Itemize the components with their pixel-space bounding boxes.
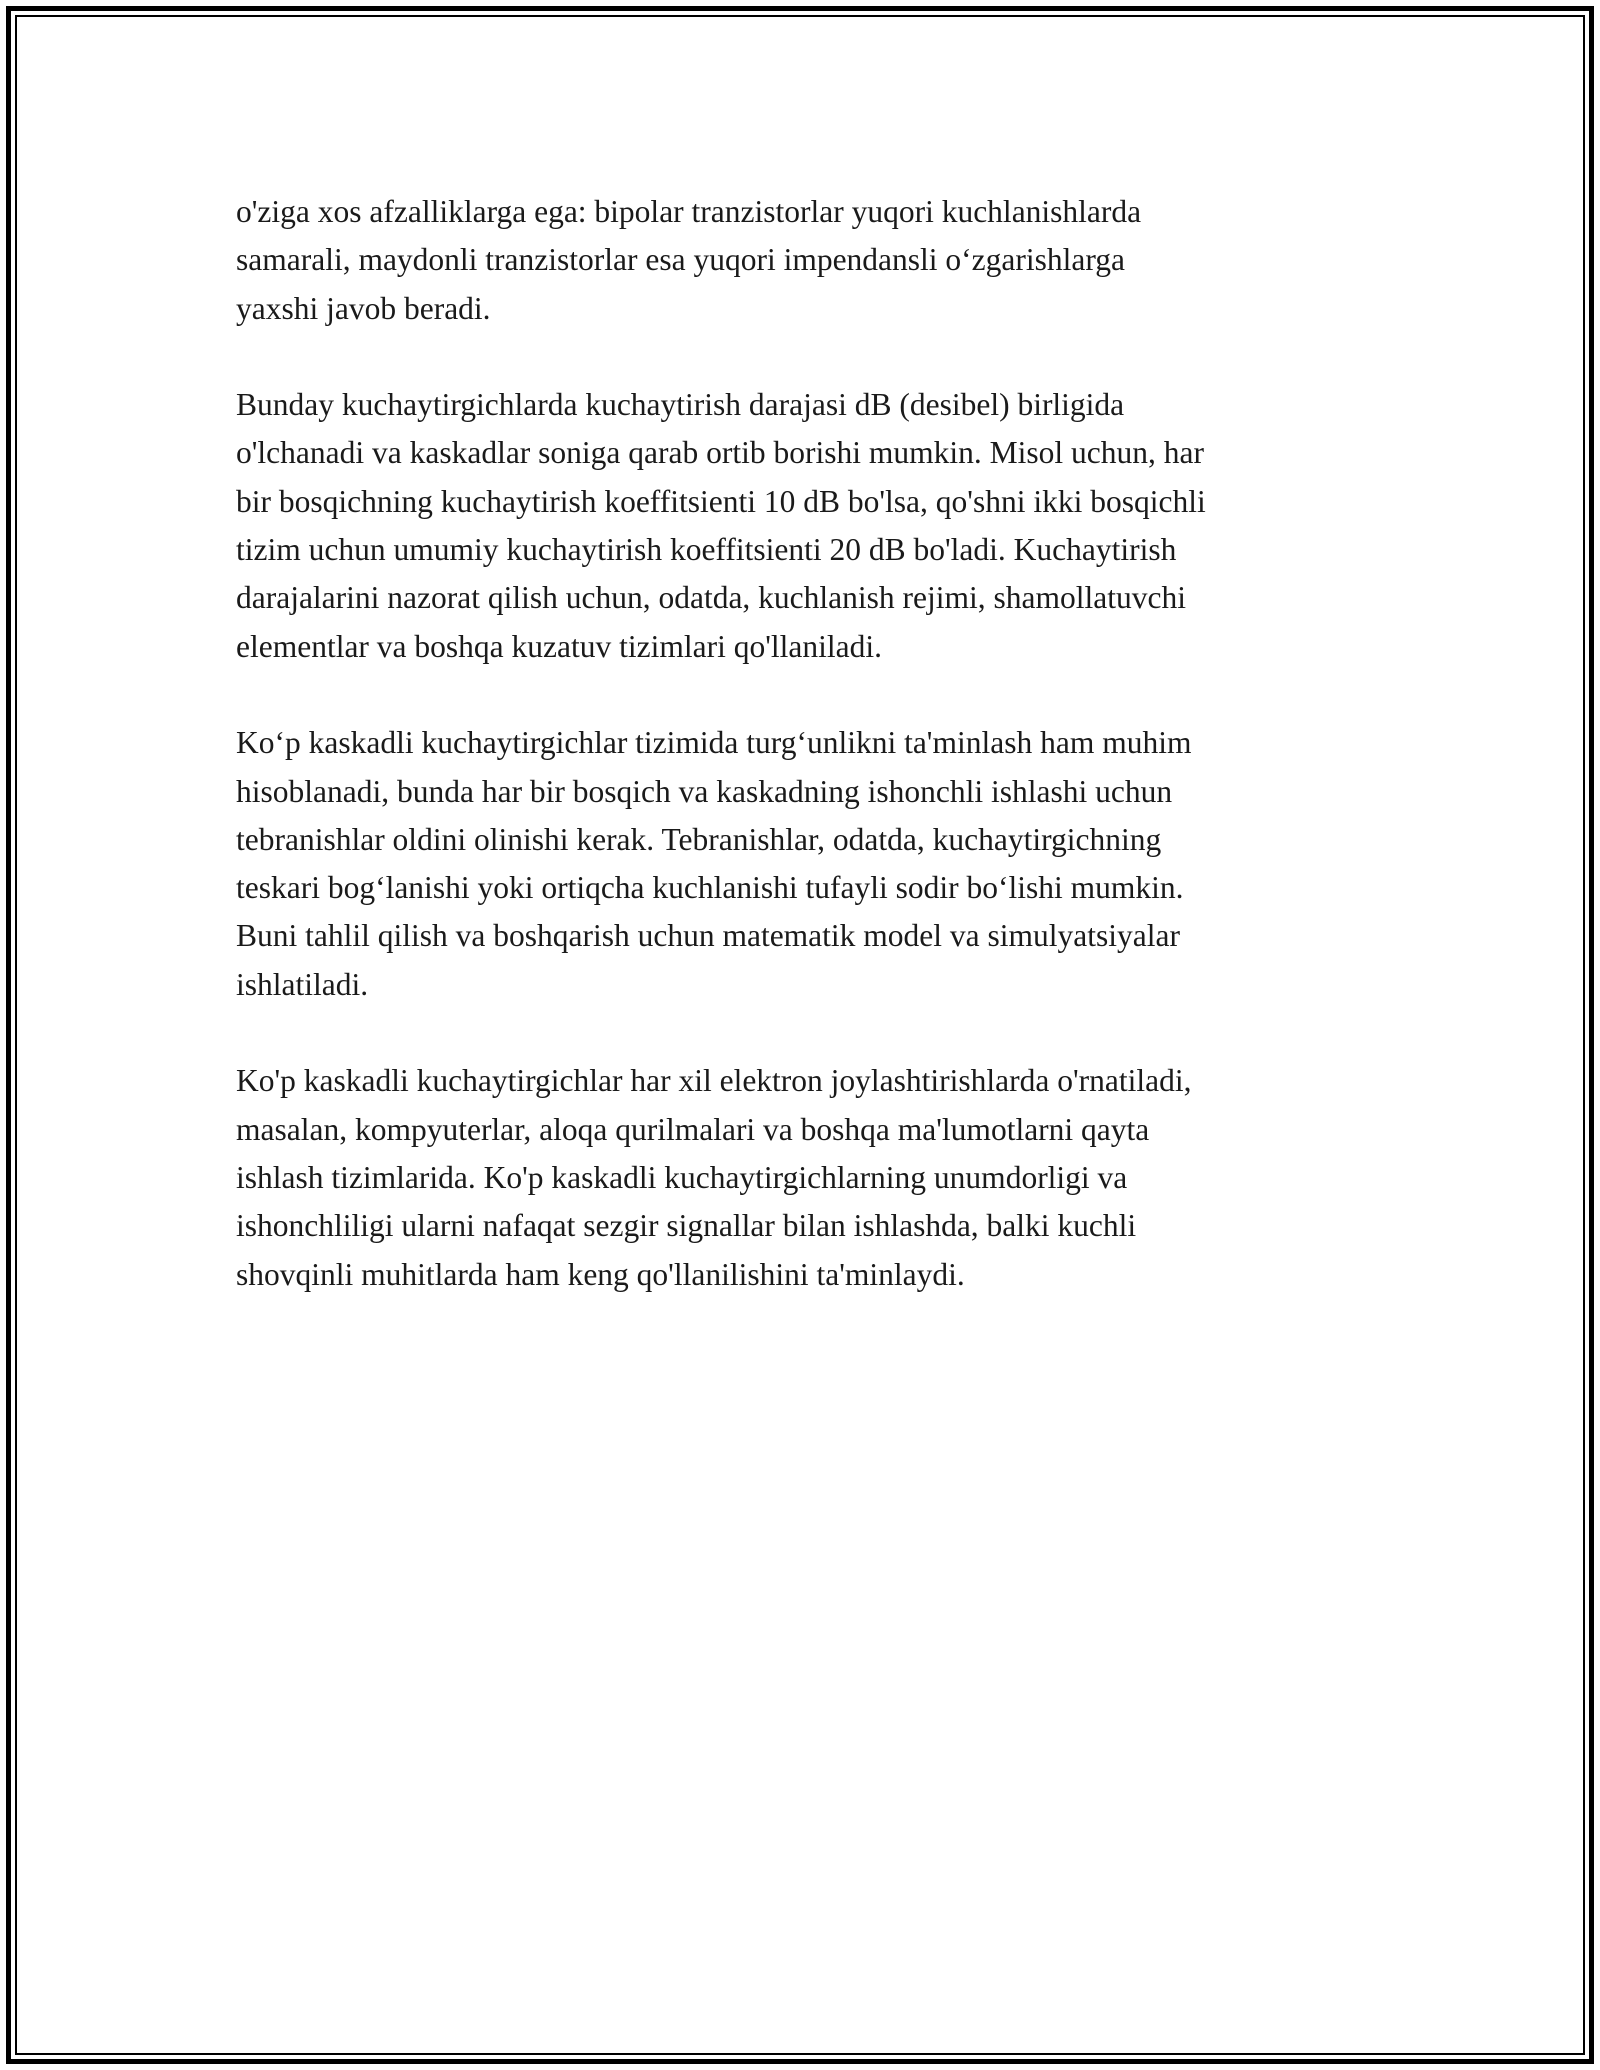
text-line: Bunday kuchaytirgichlarda kuchaytirish darajasi dB (desibel) birligida: [236, 387, 1125, 423]
text-line: teskari bog‘lanishi yoki ortiqcha kuchlanishi tufayli sodir bo‘lishi mumkin.: [236, 870, 1184, 906]
text-line: hisoblanadi, bunda har bir bosqich va kaskadning ishonchli ishlashi uchun: [236, 773, 1173, 809]
text-line: ishlatiladi.: [236, 966, 369, 1002]
text-line: Ko‘p kaskadli kuchaytirgichlar tizimida turg‘unlikni ta'minlash ham muhim: [236, 725, 1192, 761]
paragraph-4: [236, 1057, 1386, 1298]
text-line: shovqinli muhitlarda ham keng qo'llanilishini ta'minlaydi.: [236, 1256, 965, 1292]
text-line: bir bosqichning kuchaytirish koeffitsienti 10 dB bo'lsa, qo'shni ikki bosqichli: [236, 483, 1206, 519]
paragraph-1: [236, 188, 1386, 333]
text-line: tebranishlar oldini olinishi kerak. Tebranishlar, odatda, kuchaytirgichning: [236, 821, 1162, 857]
text-line: ishlash tizimlarida. Ko'p kaskadli kuchaytirgichlarning unumdorligi va: [236, 1159, 1128, 1195]
text-line: Buni tahlil qilish va boshqarish uchun matematik model va simulyatsiyalar: [236, 918, 1180, 954]
paragraph-3: [236, 719, 1386, 1009]
text-line: o'ziga xos afzalliklarga ega: bipolar tranzistorlar yuqori kuchlanishlarda: [236, 194, 1142, 229]
text-line: masalan, kompyuterlar, aloqa qurilmalari va boshqa ma'lumotlarni qayta: [236, 1111, 1150, 1147]
text-line: yaxshi javob beradi.: [236, 290, 491, 326]
text-line: ishonchliligi ularni nafaqat sezgir signallar bilan ishlashda, balki kuchli: [236, 1208, 1137, 1244]
text-line: Ko'p kaskadli kuchaytirgichlar har xil elektron joylashtirishlarda o'rnatiladi,: [236, 1063, 1192, 1099]
text-line: darajalarini nazorat qilish uchun, odatda, kuchlanish rejimi, shamollatuvchi: [236, 580, 1186, 616]
text-line: samarali, maydonli tranzistorlar esa yuqori impendansli o‘zgarishlarga: [236, 242, 1126, 278]
text-line: elementlar va boshqa kuzatuv tizimlari qo'llaniladi.: [236, 628, 882, 664]
paragraph-2: [236, 381, 1386, 671]
document-body: [236, 188, 1386, 1347]
text-line: tizim uchun umumiy kuchaytirish koeffitsienti 20 dB bo'ladi. Kuchaytirish: [236, 532, 1177, 568]
text-line: o'lchanadi va kaskadlar soniga qarab ortib borishi mumkin. Misol uchun, har: [236, 435, 1204, 471]
